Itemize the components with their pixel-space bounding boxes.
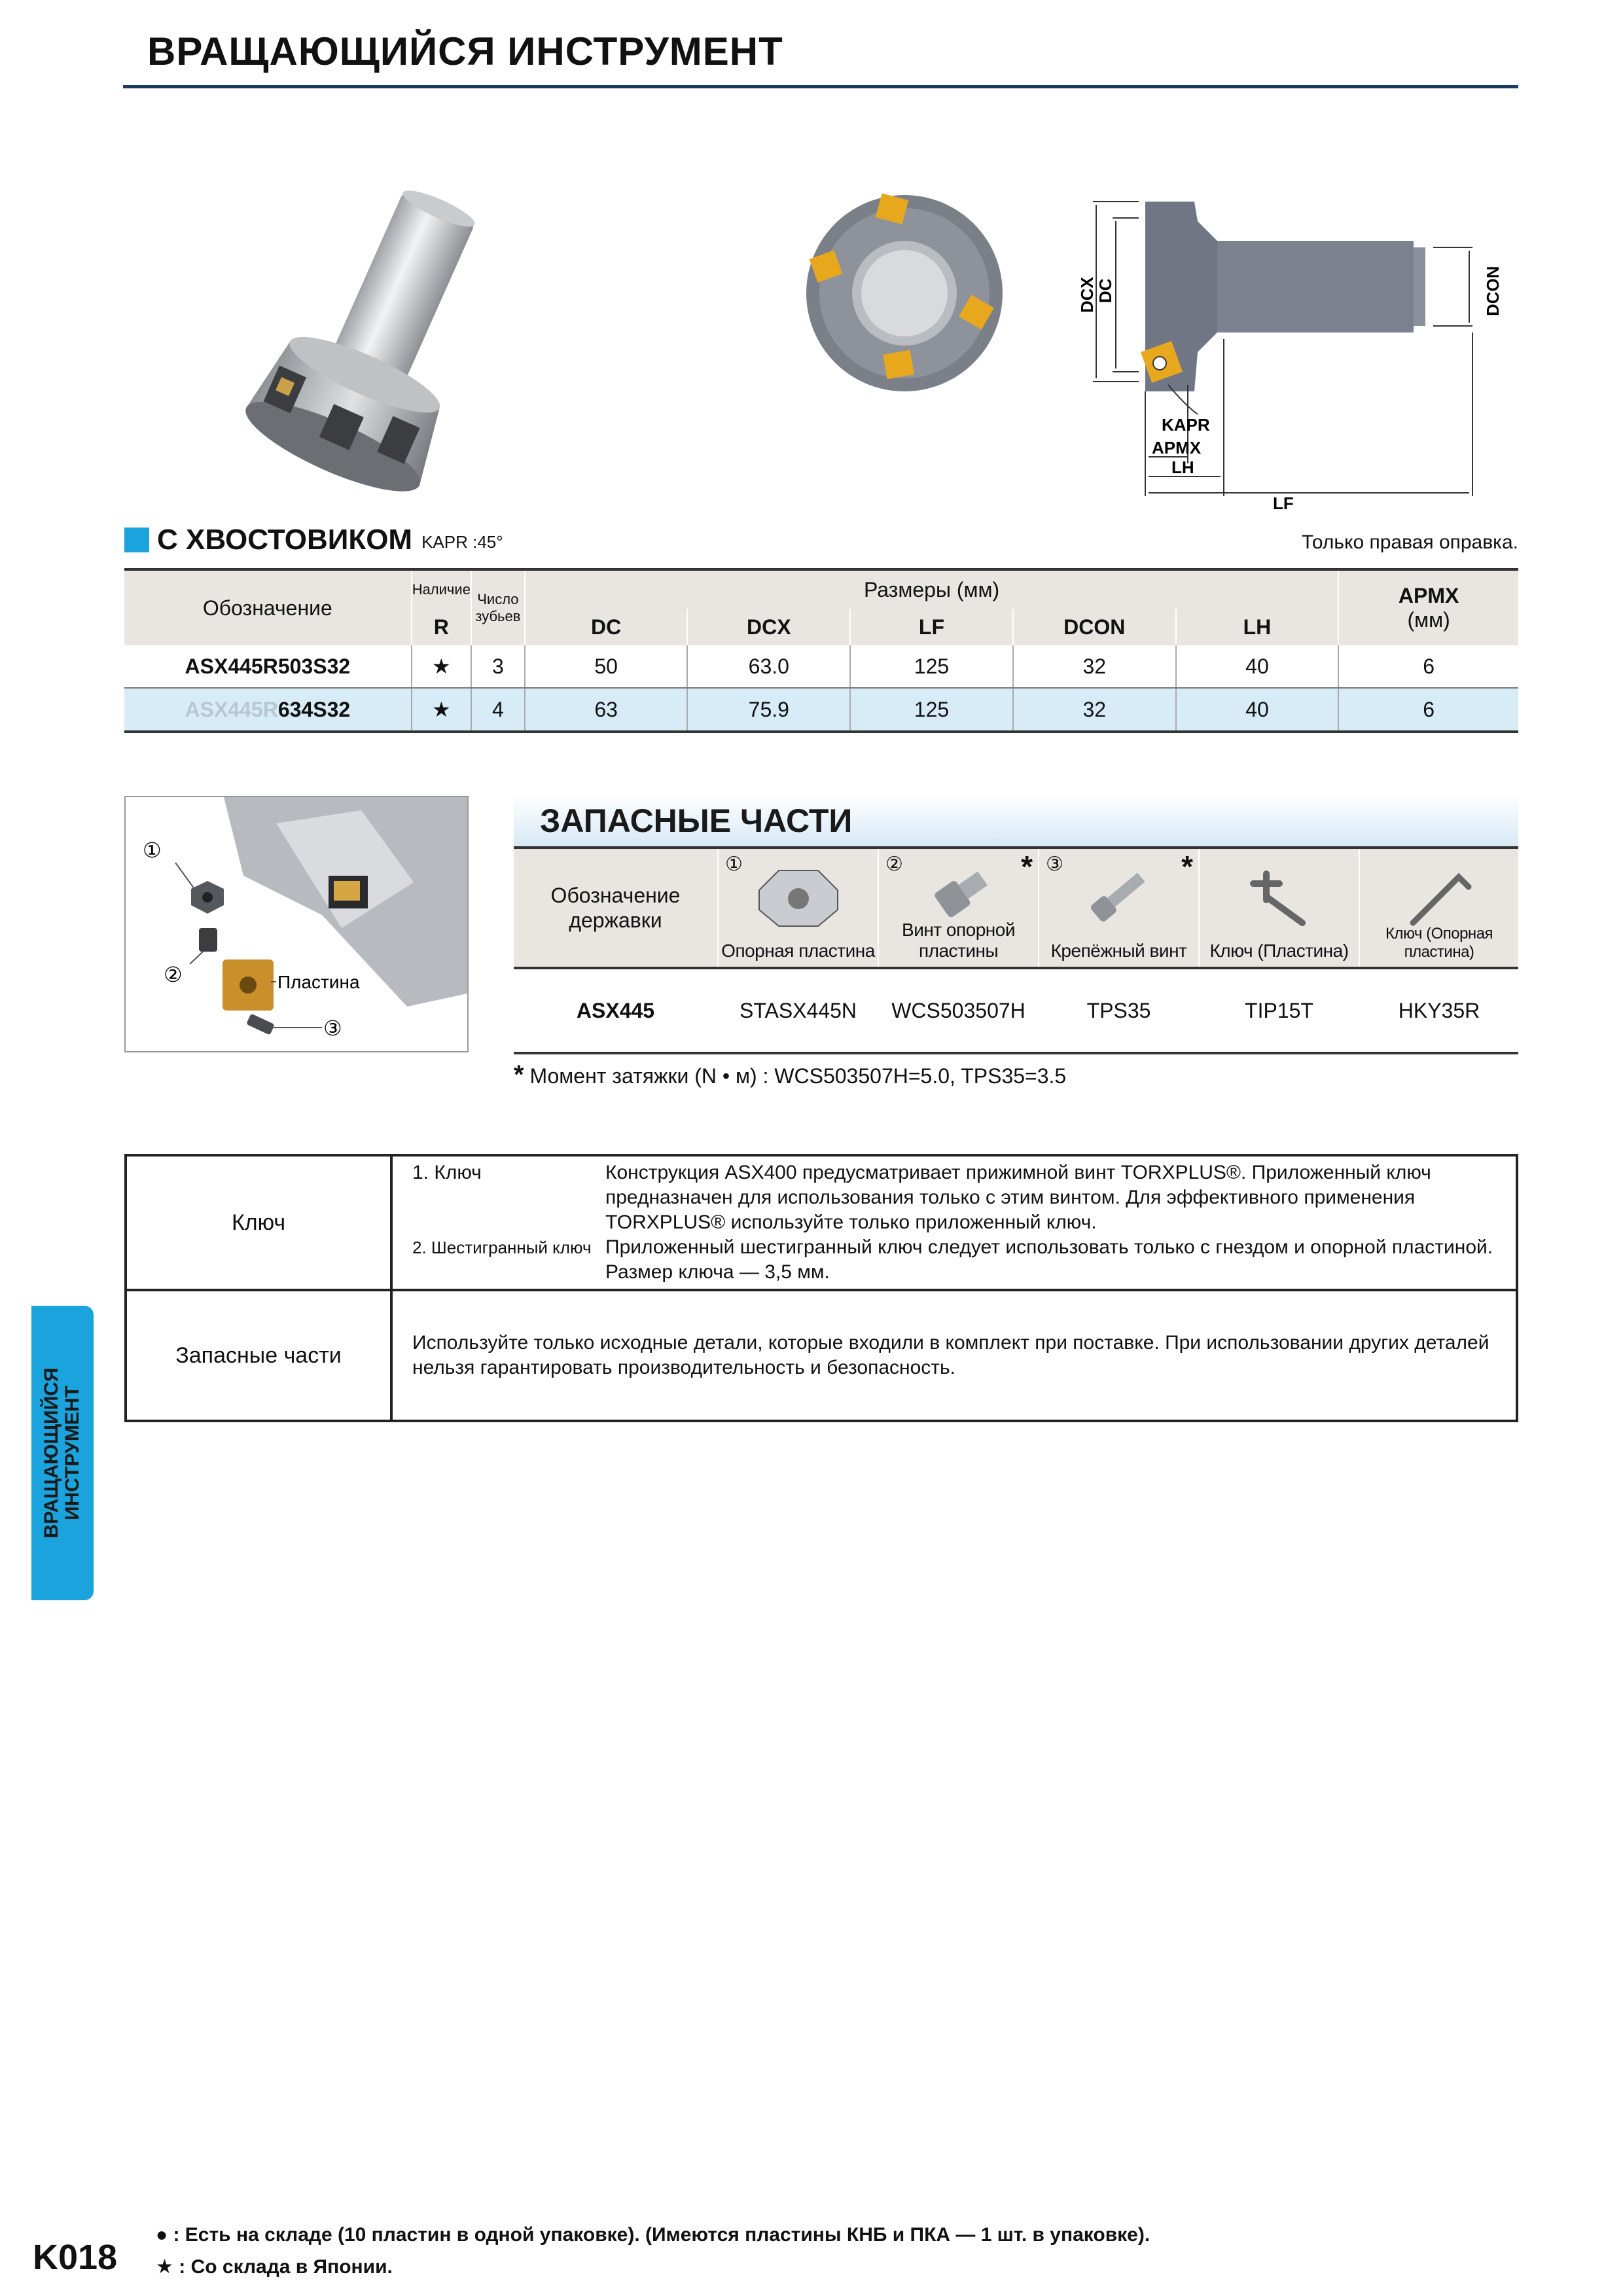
photo-num-2: ② — [164, 963, 183, 986]
title-rule — [123, 85, 1518, 88]
cell-dcx: 63.0 — [687, 645, 850, 688]
section-square-icon — [124, 528, 149, 552]
label-lf: LF — [1273, 493, 1294, 513]
section-header — [124, 524, 503, 556]
col-designation: Обозначение — [124, 569, 412, 645]
note-value: Конструкция ASX400 предусматривает прижимной винт TORXPLUS®. Приложенный ключ предназначен для использования только с этим винтом. Для эффективного применения TORXPLUS® используйте только приложенный ключ. — [605, 1162, 1431, 1233]
part-col-4 — [1199, 849, 1359, 968]
legend-japan-text: : Со склада в Японии. — [173, 2256, 393, 2278]
col-apmx — [1338, 569, 1518, 645]
cell-dcx: 75.9 — [687, 688, 850, 732]
cell-stock: ★ — [412, 645, 471, 688]
col-lh: LH — [1176, 609, 1339, 645]
side-tab-label — [41, 1368, 83, 1539]
note-item — [412, 1160, 1496, 1235]
part-caption: Ключ (Опорная пластина) — [1385, 925, 1493, 961]
dimension-diagram — [1047, 188, 1503, 522]
note-item — [412, 1235, 1496, 1285]
cell-designation: ASX445R503S32 — [124, 645, 412, 688]
col-dcon: DCON — [1013, 609, 1176, 645]
torque-note — [514, 1060, 1066, 1090]
cell-dc: 50 — [525, 645, 688, 688]
cell-lf: 125 — [850, 645, 1013, 688]
holder-label: Обозначение державки — [550, 884, 681, 932]
section-title: С ХВОСТОВИКОМ — [157, 524, 413, 556]
side-tab-line1: ВРАЩАЮЩИЙСЯ — [41, 1367, 62, 1539]
cell-apmx: 6 — [1338, 645, 1518, 688]
cell-teeth: 3 — [471, 645, 525, 688]
part-num: ① — [725, 853, 743, 875]
cell-part: WCS503507H — [878, 968, 1039, 1053]
col-r: R — [412, 609, 471, 645]
part-col-3 — [1039, 849, 1199, 968]
label-kapr: KAPR — [1162, 415, 1210, 435]
legend-japan — [156, 2255, 393, 2278]
notes-key-label: Ключ — [126, 1155, 391, 1290]
notes-table — [124, 1154, 1518, 1422]
col-teeth: Число зубьев — [471, 569, 525, 645]
part-col-2 — [878, 849, 1039, 968]
part-col-5 — [1359, 849, 1518, 968]
part-caption: Винт опорной пластины — [902, 920, 1015, 961]
notes-parts-text: Используйте только исходные детали, которые входили в комплект при поставке. При использовании других деталей нельзя гарантировать производительность и безопасность. — [391, 1290, 1517, 1421]
table-row — [124, 645, 1518, 688]
spare-parts-title: ЗАПАСНЫЕ ЧАСТИ — [540, 802, 853, 839]
part-num: ② — [885, 853, 903, 875]
cell-lf: 125 — [850, 688, 1013, 732]
note-key: 1. Ключ — [412, 1162, 482, 1183]
torque-text: Момент затяжки (N • м) : WCS503507H=5.0, TPS35=3.5 — [524, 1064, 1067, 1088]
assembly-illustration — [126, 797, 467, 1051]
legend-stock — [156, 2224, 1150, 2246]
side-tab-line2: ИНСТРУМЕНТ — [62, 1386, 83, 1520]
legend-stock-text: : Есть на складе (10 пластин в одной упаковке). (Имеются пластины КНБ и ПКА — 1 шт. в упаковке). — [168, 2224, 1150, 2246]
notes-parts-label: Запасные части — [126, 1290, 391, 1421]
label-dcx: DCX — [1077, 277, 1097, 313]
cell-holder: ASX445 — [514, 968, 718, 1053]
col-dcx: DCX — [687, 609, 850, 645]
cell-designation — [124, 688, 412, 732]
torque-star: * — [514, 1060, 524, 1089]
photo-insert-label: Пластина — [277, 972, 360, 992]
label-apmx: APMX — [1152, 438, 1202, 457]
cell-lh: 40 — [1176, 688, 1339, 732]
cutter-front-view — [800, 188, 1009, 398]
cell-dcon: 32 — [1013, 688, 1176, 732]
part-star: * — [1021, 850, 1033, 884]
cell-part: TIP15T — [1199, 968, 1359, 1053]
page-number: K018 — [33, 2238, 118, 2277]
table-row — [514, 968, 1518, 1053]
right-hand-note: Только правая оправка. — [1301, 531, 1518, 553]
note-value: Приложенный шестигранный ключ следует использовать только с гнездом и опорной пластиной. Размер ключа — 3,5 мм. — [605, 1236, 1493, 1283]
cell-part: STASX445N — [718, 968, 878, 1053]
part-col-1 — [718, 849, 878, 968]
cell-stock: ★ — [412, 688, 471, 732]
torx-key-icon — [1240, 861, 1319, 933]
shim-icon — [753, 861, 844, 933]
side-tab — [31, 1306, 94, 1600]
col-apmx-label: APMX — [1398, 584, 1459, 607]
cell-lh: 40 — [1176, 645, 1339, 688]
label-lh: LH — [1171, 457, 1194, 477]
col-apmx-unit: (мм) — [1407, 608, 1450, 632]
part-caption: Ключ (Пластина) — [1209, 941, 1349, 961]
note-key: 2. Шестигранный ключ — [412, 1238, 592, 1257]
hex-key-icon — [1400, 861, 1478, 933]
cell-part: HKY35R — [1359, 968, 1518, 1053]
col-dimensions: Размеры (мм) — [525, 569, 1338, 609]
col-availability: Наличие — [412, 569, 471, 609]
cell-dc: 63 — [525, 688, 688, 732]
col-holder — [514, 849, 718, 968]
notes-key-content — [391, 1155, 1517, 1290]
cell-teeth: 4 — [471, 688, 525, 732]
col-lf: LF — [850, 609, 1013, 645]
photo-num-3: ③ — [323, 1016, 342, 1040]
cell-part: TPS35 — [1039, 968, 1199, 1053]
designation-prefix: ASX445R — [185, 697, 278, 721]
label-dcon: DCON — [1483, 266, 1503, 316]
part-num: ③ — [1046, 853, 1063, 875]
legend-star-icon: ★ — [156, 2256, 173, 2278]
end-mill-photo — [196, 177, 537, 517]
page-title: ВРАЩАЮЩИЙСЯ ИНСТРУМЕНТ — [147, 29, 783, 73]
dimensions-table — [124, 568, 1518, 733]
spare-parts-header — [514, 794, 1518, 849]
cell-dcon: 32 — [1013, 645, 1176, 688]
assembly-photo — [124, 796, 469, 1052]
photo-num-1: ① — [143, 838, 162, 862]
part-caption: Опорная пластина — [721, 941, 875, 961]
col-dc: DC — [525, 609, 688, 645]
designation-suffix: 634S32 — [277, 697, 351, 721]
spare-parts-table — [514, 849, 1518, 1054]
label-dc: DC — [1096, 278, 1115, 303]
part-star: * — [1181, 850, 1193, 884]
legend-dot-icon: ● — [156, 2224, 168, 2246]
cell-apmx: 6 — [1338, 688, 1518, 732]
section-subtitle: KAPR :45° — [421, 532, 503, 552]
part-caption: Крепёжный винт — [1050, 941, 1187, 961]
clamp-screw-icon — [1080, 861, 1158, 933]
table-row — [124, 688, 1518, 732]
